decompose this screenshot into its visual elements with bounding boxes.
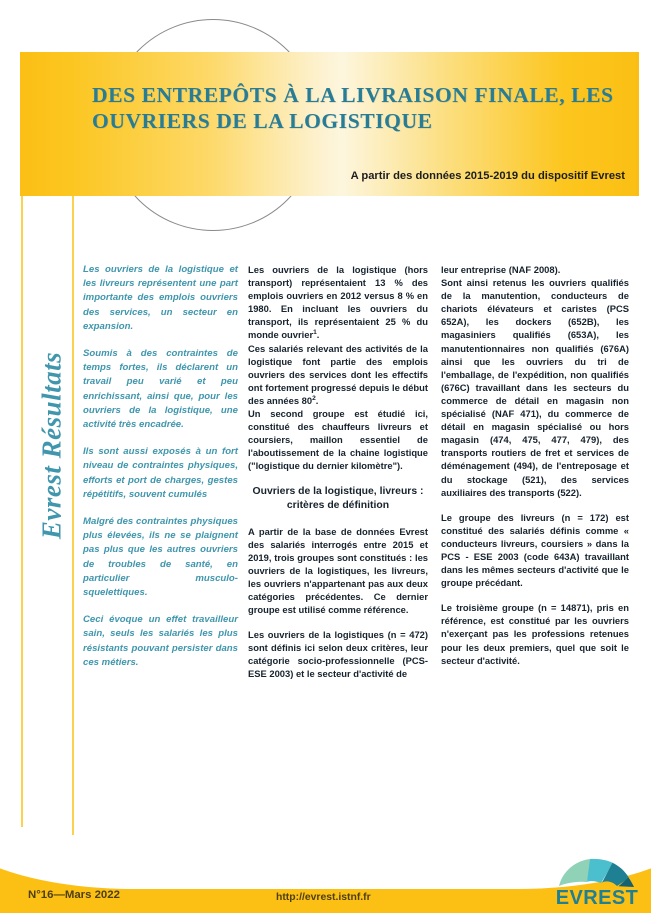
- body-paragraph: Les ouvriers de la logistiques (n = 472) sont définis ici selon deux critères, leur catégorie socio-professionnelle (PCS-ESE 2003) et le secteur d'activité de: [248, 629, 428, 680]
- body-paragraph: Sont ainsi retenus les ouvriers qualifiés de la manutention, conducteurs de chariots élévateurs et caristes (PCS 652A), les dockers (652B), les magasiniers qualifiés (653A), les manutentionnaires non qualifiés (676A) ainsi que les ouvriers du tri de l'emballage, de l'expédition, non qualifiés (676C) travaillant dans les secteurs du commerce de détail en magasin non spécialisé (NAF 471), du commerce de détail en magasin spécialisé ou hors magasin (474, 475, 477, 479), des transports routiers de fret et services de déménagement (494), de l'entreposage et du stockage (521), des services auxiliaires des transports (522).: [441, 277, 629, 498]
- body-paragraph: [248, 263, 428, 342]
- summary-paragraph: Les ouvriers de la logistique et les livreurs représentent une part importante des emplois ouvriers des services, un secteur en expansion.: [83, 264, 238, 332]
- evrest-logo: [551, 856, 643, 908]
- body-paragraph: A partir de la base de données Evrest des salariés interrogés entre 2015 et 2019, trois groupes sont constitués : les ouvriers de la logistiques, les livreurs, les ouvriers n'appartenant pas aux deux catégories précédentes. Ce dernier groupe est utilisé comme référence.: [248, 525, 428, 616]
- body-paragraph: leur entreprise (NAF 2008).: [441, 264, 561, 275]
- paragraph-text: Ces salariés relevant des activités de la logistique font partie des emplois ouvriers des services dont les effectifs ont fortement progressé depuis le début des années 80: [248, 342, 428, 406]
- body-paragraph: [248, 342, 428, 407]
- page-title: DES ENTREPÔTS À LA LIVRAISON FINALE, LES OUVRIERS DE LA LOGISTIQUE: [92, 83, 614, 133]
- footnote-marker: 2: [312, 394, 316, 402]
- footnote-marker: 1: [313, 329, 317, 337]
- paragraph-tail: .: [315, 394, 319, 406]
- body-column-right: [441, 263, 629, 679]
- summary-column: [83, 263, 238, 683]
- paragraph-text: Les ouvriers de la logistique (hors transport) représentaient 13 % des emplois ouvriers en 2012 versus 8 % en 1980. En incluant les ouvriers du transport, ils représentaient 25 % du monde ouvrier: [248, 264, 428, 341]
- evrest-fan-icon: [557, 856, 637, 888]
- summary-paragraph: Ceci évoque un effet travailleur sain, seuls les salariés les plus résistants pouvant persister dans ces métiers.: [83, 614, 238, 668]
- left-margin-rule-outer: [21, 196, 23, 827]
- body-paragraph: Le groupe des livreurs (n = 172) est constitué des salariés définis comme « conducteurs livreurs, coursiers » dans la PCS - ESE 2003 (code 643A) travaillant dans les mêmes secteurs d'activité que le groupe précédant.: [441, 511, 629, 589]
- summary-paragraph: Malgré des contraintes physiques plus élevées, ils ne se plaignent pas plus que les autres ouvriers de troubles de santé, en particulier musculo-squelettiques.: [83, 516, 238, 599]
- summary-paragraph: Soumis à des contraintes de temps fortes, ils déclarent un travail peu varié et peu enrichissant, ainsi que, pour les ouvriers de la logistique, une activité très encadrée.: [83, 348, 238, 431]
- footer-website-link[interactable]: http://evrest.istnf.fr: [276, 892, 371, 903]
- sidebar-vertical-label: Evrest Résultats: [36, 351, 67, 540]
- paragraph-tail: .: [316, 329, 320, 341]
- evrest-logo-text: EVREST: [555, 887, 639, 909]
- header-band: [20, 52, 639, 196]
- summary-paragraph: Ils sont aussi exposés à un fort niveau de contraintes physiques, efforts et port de charges, gestes répétitifs, souvent cumulés: [83, 446, 238, 500]
- section-heading: Ouvriers de la logistique, livreurs : critères de définition: [252, 485, 424, 511]
- header-subtitle: A partir des données 2015-2019 du dispositif Evrest: [350, 170, 625, 182]
- footer-issue-number: N°16—Mars 2022: [28, 889, 120, 901]
- left-margin-rule-inner: [72, 196, 74, 858]
- body-column-middle: [248, 263, 428, 693]
- page-footer: [0, 835, 651, 913]
- body-paragraph: Un second groupe est étudié ici, constitué des chauffeurs livreurs et coursiers, maillon essentiel de l'aboutissement de la chaine logistique ("logistique du dernier kilomètre").: [248, 408, 428, 472]
- body-paragraph: Le troisième groupe (n = 14871), pris en référence, est constitué par les ouvriers n'exerçant pas les professions retenues pour les deux premiers, quel que soit le secteur d'activité.: [441, 602, 629, 666]
